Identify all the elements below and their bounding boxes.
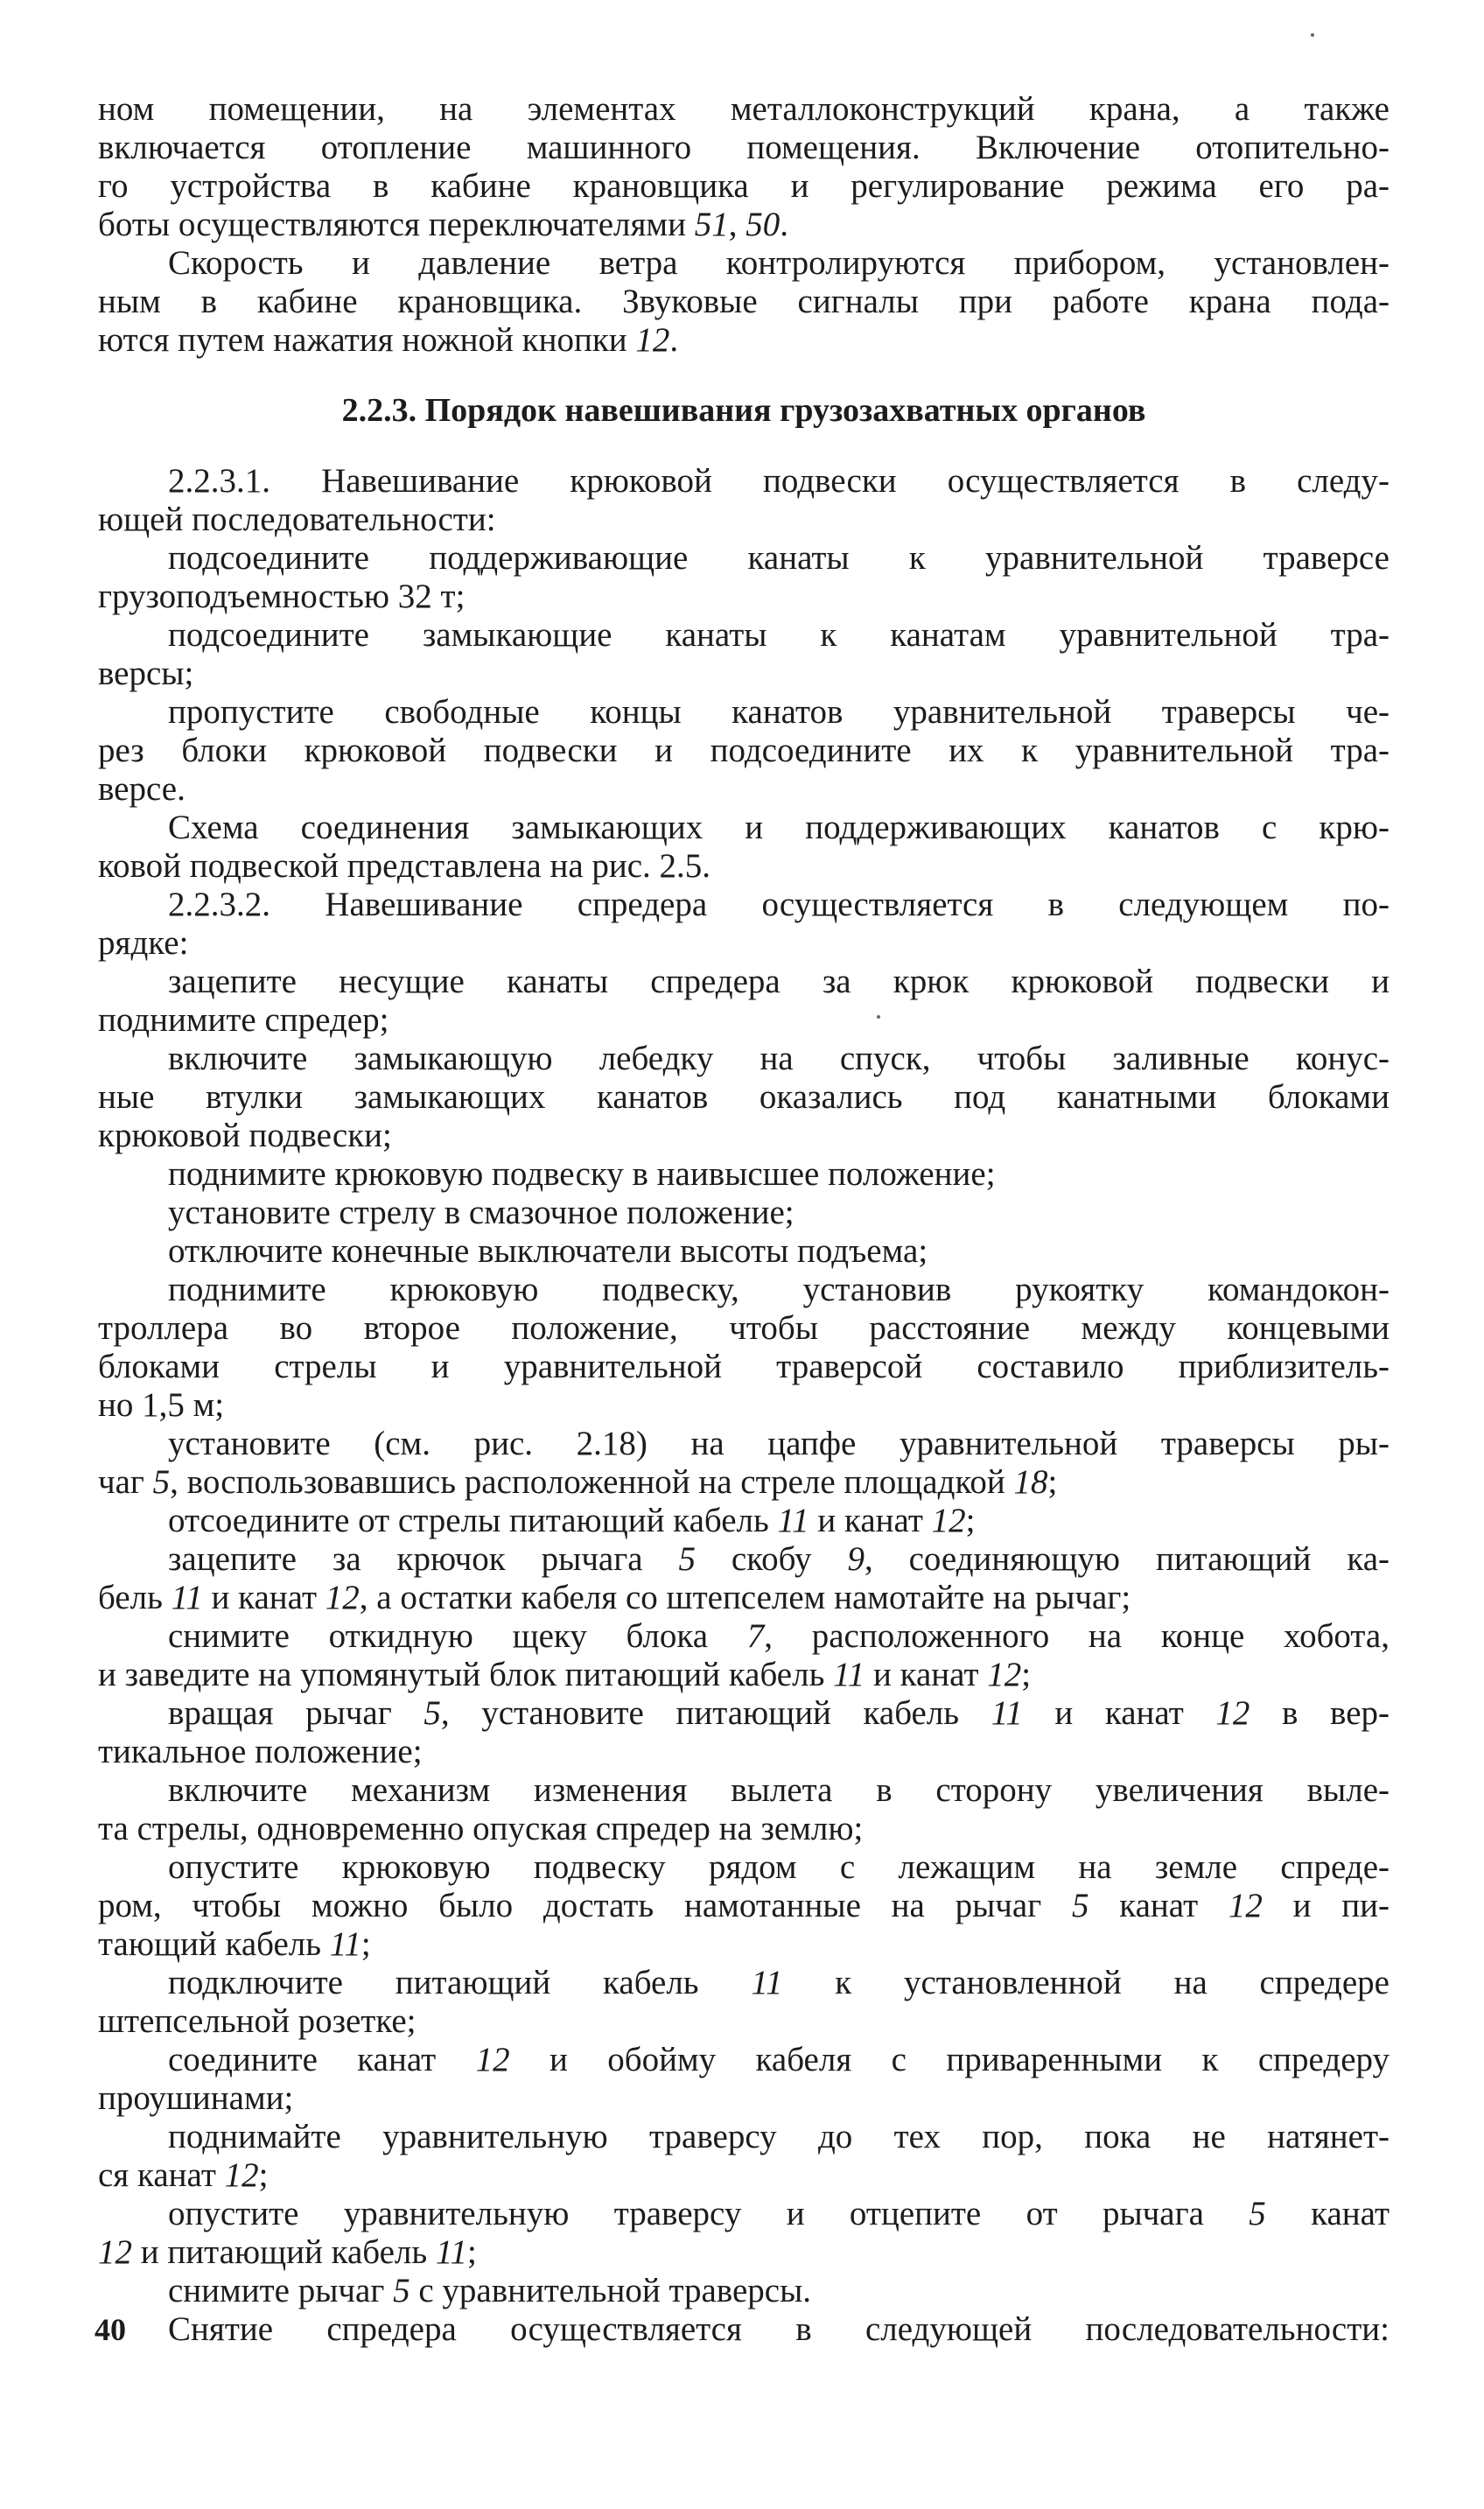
text-line: установите (см. рис. 2.18) на цапфе уравнительной траверсы ры- <box>168 1425 1390 1462</box>
text-line: проушинами; <box>98 2079 294 2117</box>
text-line: включается отопление машинного помещения. Включение отопительно- <box>98 129 1390 166</box>
text-line: версы; <box>98 655 194 692</box>
text-line: крюковой подвески; <box>98 1117 392 1154</box>
text-line: 2.2.3.2. Навешивание спредера осуществляется в следующем по- <box>168 886 1390 923</box>
text-line: грузоподъемностью 32 т; <box>98 578 466 615</box>
text-line: зацепите за крючок рычага 5 скобу 9, соединяющую питающий ка- <box>168 1540 1390 1578</box>
text-line: установите стрелу в смазочное положение; <box>168 1194 794 1231</box>
text-line: пропустите свободные концы канатов уравнительной траверсы че- <box>168 693 1390 731</box>
text-line: ным в кабине крановщика. Звуковые сигналы при работе крана пода- <box>98 283 1390 320</box>
text-line: соедините канат 12 и обойму кабеля с приваренными к спредеру <box>168 2041 1390 2078</box>
text-line: штепсельной розетке; <box>98 2002 416 2040</box>
text-line: снимите откидную щеку блока 7, расположенного на конце хобота, <box>168 1617 1390 1655</box>
text-line: рез блоки крюковой подвески и подсоедините их к уравнительной тра- <box>98 732 1390 769</box>
text-line: троллера во второе положение, чтобы расстояние между концевыми <box>98 1309 1390 1347</box>
text-line: ром, чтобы можно было достать намотанные на рычаг 5 канат 12 и пи- <box>98 1887 1390 1924</box>
text-line: поднимите крюковую подвеску, установив рукоятку командокон- <box>168 1271 1390 1308</box>
text-line: рядке: <box>98 924 189 962</box>
section-heading: 2.2.3. Порядок навешивания грузозахватных органов <box>341 392 1146 429</box>
text-line: ся канат 12; <box>98 2156 269 2194</box>
text-line: тикальное положение; <box>98 1733 423 1770</box>
scan-speck <box>1311 33 1314 37</box>
text-line: зацепите несущие канаты спредера за крюк крюковой подвески и <box>168 963 1390 1000</box>
text-line: поднимите спредер; <box>98 1001 389 1039</box>
text-line: ные втулки замыкающих канатов оказались под канатными блоками <box>98 1078 1390 1116</box>
text-line: тающий кабель 11; <box>98 1925 371 1963</box>
text-line: та стрелы, одновременно опуская спредер на землю; <box>98 1810 864 1847</box>
text-line: отсоедините от стрелы питающий кабель 11 и канат 12; <box>168 1502 976 1539</box>
text-line: версе. <box>98 770 186 808</box>
text-line: Снятие спредера осуществляется в следующей последовательности: <box>168 2310 1390 2348</box>
text-line: опустите уравнительную траверсу и отцепите от рычага 5 канат <box>168 2195 1390 2232</box>
text-line: ются путем нажатия ножной кнопки 12. <box>98 321 679 359</box>
text-line: подключите питающий кабель 11 к установленной на спредере <box>168 1964 1390 2001</box>
text-line: включите замыкающую лебедку на спуск, чтобы заливные конус- <box>168 1040 1390 1077</box>
text-line: снимите рычаг 5 с уравнительной траверсы. <box>168 2272 812 2309</box>
text-line: и заведите на упомянутый блок питающий кабель 11 и канат 12; <box>98 1656 1032 1693</box>
text-line: ном помещении, на элементах металлоконструкций крана, а также <box>98 90 1390 128</box>
text-line: 2.2.3.1. Навешивание крюковой подвески осуществляется в следу- <box>168 462 1390 500</box>
text-line: вращая рычаг 5, установите питающий кабель 11 и канат 12 в вер- <box>168 1694 1390 1732</box>
text-line: включите механизм изменения вылета в сторону увеличения выле- <box>168 1771 1390 1809</box>
text-line: чаг 5, воспользовавшись расположенной на стреле площадкой 18; <box>98 1463 1058 1501</box>
text-line: поднимайте уравнительную траверсу до тех пор, пока не натянет- <box>168 2118 1390 2155</box>
text-line: но 1,5 м; <box>98 1386 225 1424</box>
text-line: Скорость и давление ветра контролируются прибором, установлен- <box>168 244 1390 282</box>
page-number: 40 <box>94 2312 126 2347</box>
text-line: ковой подвеской представлена на рис. 2.5. <box>98 847 711 885</box>
text-line: отключите конечные выключатели высоты подъема; <box>168 1232 928 1270</box>
text-line: ющей последовательности: <box>98 501 496 538</box>
text-line: блоками стрелы и уравнительной траверсой составило приблизитель- <box>98 1348 1390 1385</box>
text-line: подсоедините поддерживающие канаты к уравнительной траверсе <box>168 539 1390 577</box>
text-line: подсоедините замыкающие канаты к канатам уравнительной тра- <box>168 616 1390 654</box>
text-line: Схема соединения замыкающих и поддерживающих канатов с крю- <box>168 809 1390 846</box>
text-line: го устройства в кабине крановщика и регулирование режима его ра- <box>98 167 1390 205</box>
text-line: 12 и питающий кабель 11; <box>98 2233 477 2271</box>
text-line: бель 11 и канат 12, а остатки кабеля со штепселем намотайте на рычаг; <box>98 1579 1131 1616</box>
text-line: поднимите крюковую подвеску в наивысшее положение; <box>168 1155 996 1193</box>
text-line: боты осуществляются переключателями 51, 50. <box>98 206 788 243</box>
text-line: опустите крюковую подвеску рядом с лежащим на земле спреде- <box>168 1848 1390 1886</box>
